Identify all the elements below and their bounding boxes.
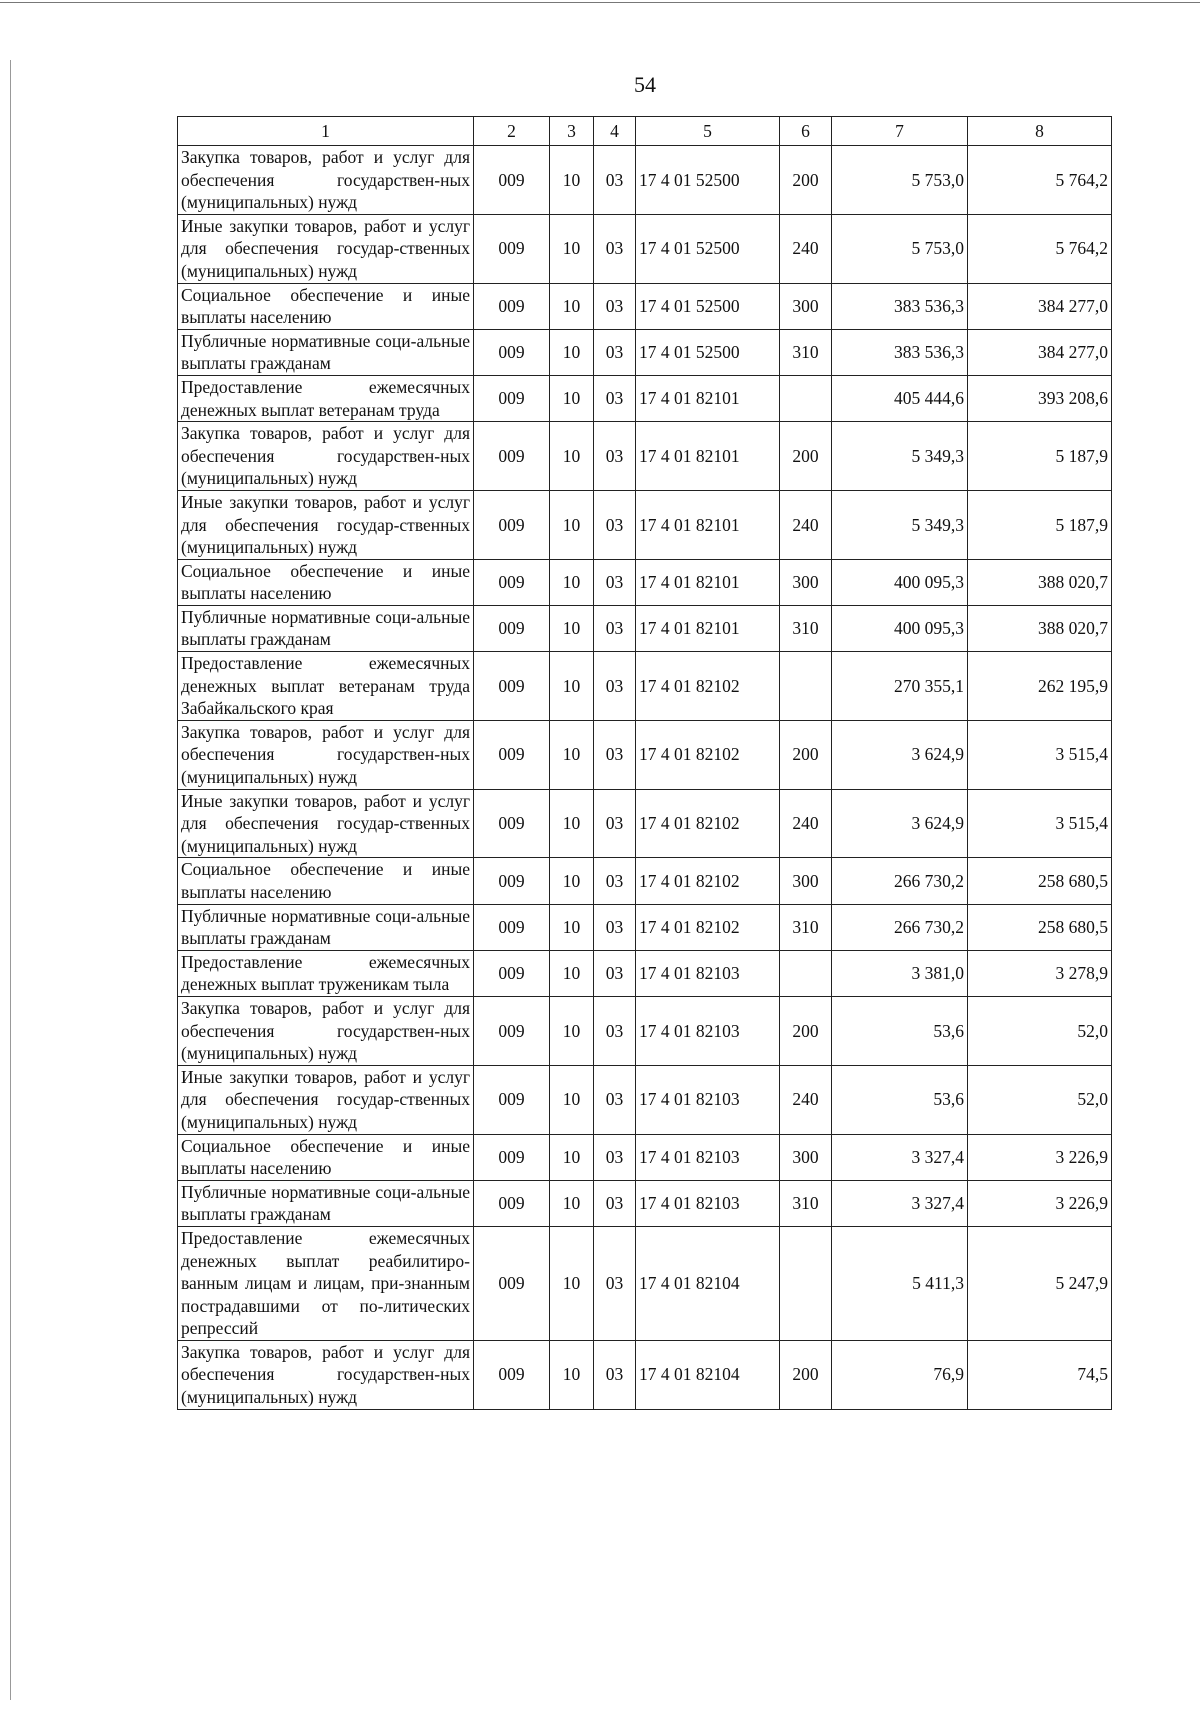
cell-expense-type: 240	[780, 789, 832, 858]
cell-description: Закупка товаров, работ и услуг для обеспечения государствен-ных (муниципальных) нужд	[178, 720, 474, 789]
cell-section-code: 10	[550, 422, 594, 491]
cell-expense-type: 200	[780, 720, 832, 789]
cell-amount-col8: 3 515,4	[968, 720, 1112, 789]
cell-subsection-code: 03	[594, 283, 636, 329]
cell-amount-col7: 383 536,3	[832, 283, 968, 329]
cell-section-code: 10	[550, 1065, 594, 1134]
cell-section-code: 10	[550, 1226, 594, 1340]
cell-target-article: 17 4 01 82101	[636, 605, 780, 651]
cell-target-article: 17 4 01 82101	[636, 422, 780, 491]
cell-section-code: 10	[550, 329, 594, 375]
table-row	[178, 375, 1112, 421]
cell-description: Иные закупки товаров, работ и услуг для обеспечения государ-ственных (муниципальных) нужд	[178, 1065, 474, 1134]
cell-subsection-code: 03	[594, 1226, 636, 1340]
cell-grbs-code: 009	[474, 1340, 550, 1409]
budget-table	[177, 116, 1112, 1410]
table-header-row	[178, 117, 1112, 146]
cell-expense-type: 240	[780, 214, 832, 283]
cell-amount-col8: 5 764,2	[968, 214, 1112, 283]
cell-target-article: 17 4 01 82103	[636, 996, 780, 1065]
cell-amount-col8: 3 226,9	[968, 1180, 1112, 1226]
scan-edge-top	[0, 2, 1200, 3]
cell-amount-col7: 5 411,3	[832, 1226, 968, 1340]
cell-amount-col7: 405 444,6	[832, 375, 968, 421]
cell-subsection-code: 03	[594, 605, 636, 651]
cell-amount-col8: 262 195,9	[968, 652, 1112, 721]
cell-target-article: 17 4 01 82102	[636, 652, 780, 721]
cell-description: Иные закупки товаров, работ и услуг для обеспечения государ-ственных (муниципальных) нужд	[178, 214, 474, 283]
cell-expense-type: 200	[780, 1340, 832, 1409]
cell-expense-type: 300	[780, 1134, 832, 1180]
cell-amount-col7: 53,6	[832, 1065, 968, 1134]
cell-description: Предоставление ежемесячных денежных выплат ветеранам труда Забайкальского края	[178, 652, 474, 721]
cell-amount-col8: 5 764,2	[968, 146, 1112, 215]
cell-subsection-code: 03	[594, 422, 636, 491]
cell-amount-col8: 5 247,9	[968, 1226, 1112, 1340]
cell-amount-col7: 3 327,4	[832, 1134, 968, 1180]
cell-amount-col8: 3 515,4	[968, 789, 1112, 858]
cell-description: Иные закупки товаров, работ и услуг для обеспечения государ-ственных (муниципальных) нужд	[178, 789, 474, 858]
cell-subsection-code: 03	[594, 950, 636, 996]
cell-description: Закупка товаров, работ и услуг для обеспечения государствен-ных (муниципальных) нужд	[178, 422, 474, 491]
cell-grbs-code: 009	[474, 605, 550, 651]
cell-subsection-code: 03	[594, 789, 636, 858]
cell-target-article: 17 4 01 82102	[636, 720, 780, 789]
cell-section-code: 10	[550, 283, 594, 329]
table-row	[178, 1340, 1112, 1409]
cell-section-code: 10	[550, 996, 594, 1065]
cell-section-code: 10	[550, 1180, 594, 1226]
cell-description: Социальное обеспечение и иные выплаты населению	[178, 1134, 474, 1180]
cell-grbs-code: 009	[474, 490, 550, 559]
table-row	[178, 329, 1112, 375]
cell-section-code: 10	[550, 605, 594, 651]
scan-edge-left	[10, 60, 11, 1700]
cell-section-code: 10	[550, 214, 594, 283]
table-row	[178, 720, 1112, 789]
cell-subsection-code: 03	[594, 1340, 636, 1409]
cell-target-article: 17 4 01 82101	[636, 559, 780, 605]
cell-target-article: 17 4 01 82103	[636, 1134, 780, 1180]
cell-amount-col7: 5 753,0	[832, 146, 968, 215]
cell-amount-col7: 5 349,3	[832, 422, 968, 491]
table-row	[178, 652, 1112, 721]
table-row	[178, 996, 1112, 1065]
cell-amount-col7: 266 730,2	[832, 904, 968, 950]
cell-subsection-code: 03	[594, 214, 636, 283]
cell-subsection-code: 03	[594, 146, 636, 215]
cell-target-article: 17 4 01 52500	[636, 283, 780, 329]
cell-amount-col7: 53,6	[832, 996, 968, 1065]
cell-expense-type	[780, 950, 832, 996]
header-cell: 6	[780, 117, 832, 146]
table-row	[178, 1134, 1112, 1180]
cell-grbs-code: 009	[474, 214, 550, 283]
cell-section-code: 10	[550, 789, 594, 858]
cell-grbs-code: 009	[474, 283, 550, 329]
cell-amount-col7: 266 730,2	[832, 858, 968, 904]
cell-target-article: 17 4 01 82104	[636, 1340, 780, 1409]
header-cell: 5	[636, 117, 780, 146]
cell-target-article: 17 4 01 82104	[636, 1226, 780, 1340]
cell-grbs-code: 009	[474, 329, 550, 375]
cell-subsection-code: 03	[594, 858, 636, 904]
cell-target-article: 17 4 01 52500	[636, 329, 780, 375]
table-row	[178, 559, 1112, 605]
cell-description: Предоставление ежемесячных денежных выплат труженикам тыла	[178, 950, 474, 996]
cell-description: Закупка товаров, работ и услуг для обеспечения государствен-ных (муниципальных) нужд	[178, 146, 474, 215]
cell-amount-col8: 3 278,9	[968, 950, 1112, 996]
cell-subsection-code: 03	[594, 720, 636, 789]
cell-subsection-code: 03	[594, 652, 636, 721]
cell-grbs-code: 009	[474, 1226, 550, 1340]
table-body	[178, 146, 1112, 1410]
cell-expense-type: 300	[780, 283, 832, 329]
table-row	[178, 605, 1112, 651]
cell-description: Закупка товаров, работ и услуг для обеспечения государствен-ных (муниципальных) нужд	[178, 996, 474, 1065]
cell-target-article: 17 4 01 82102	[636, 858, 780, 904]
table-row	[178, 950, 1112, 996]
cell-description: Закупка товаров, работ и услуг для обеспечения государствен-ных (муниципальных) нужд	[178, 1340, 474, 1409]
cell-grbs-code: 009	[474, 789, 550, 858]
cell-amount-col7: 3 624,9	[832, 720, 968, 789]
cell-amount-col7: 5 753,0	[832, 214, 968, 283]
header-cell: 7	[832, 117, 968, 146]
table-row	[178, 1180, 1112, 1226]
cell-grbs-code: 009	[474, 559, 550, 605]
cell-description: Социальное обеспечение и иные выплаты населению	[178, 559, 474, 605]
cell-amount-col7: 5 349,3	[832, 490, 968, 559]
cell-expense-type: 300	[780, 858, 832, 904]
cell-expense-type: 310	[780, 329, 832, 375]
cell-section-code: 10	[550, 490, 594, 559]
header-cell: 8	[968, 117, 1112, 146]
cell-description: Предоставление ежемесячных денежных выплат реабилитиро-ванным лицам и лицам, при-знанным пострадавшими от по-литических репрессий	[178, 1226, 474, 1340]
cell-grbs-code: 009	[474, 422, 550, 491]
header-cell: 3	[550, 117, 594, 146]
cell-description: Публичные нормативные соци-альные выплаты гражданам	[178, 605, 474, 651]
header-cell: 4	[594, 117, 636, 146]
cell-expense-type: 200	[780, 146, 832, 215]
header-cell: 2	[474, 117, 550, 146]
cell-amount-col8: 74,5	[968, 1340, 1112, 1409]
cell-amount-col8: 52,0	[968, 1065, 1112, 1134]
cell-grbs-code: 009	[474, 996, 550, 1065]
cell-amount-col8: 393 208,6	[968, 375, 1112, 421]
table-row	[178, 422, 1112, 491]
table-row	[178, 146, 1112, 215]
cell-expense-type: 200	[780, 996, 832, 1065]
cell-amount-col8: 384 277,0	[968, 329, 1112, 375]
cell-grbs-code: 009	[474, 1134, 550, 1180]
cell-amount-col8: 258 680,5	[968, 858, 1112, 904]
cell-amount-col7: 383 536,3	[832, 329, 968, 375]
cell-amount-col8: 5 187,9	[968, 490, 1112, 559]
cell-amount-col7: 3 624,9	[832, 789, 968, 858]
cell-description: Публичные нормативные соци-альные выплаты гражданам	[178, 904, 474, 950]
cell-subsection-code: 03	[594, 490, 636, 559]
cell-section-code: 10	[550, 720, 594, 789]
cell-expense-type: 200	[780, 422, 832, 491]
cell-target-article: 17 4 01 52500	[636, 214, 780, 283]
cell-grbs-code: 009	[474, 950, 550, 996]
page-number: 54	[634, 72, 656, 97]
cell-amount-col7: 3 327,4	[832, 1180, 968, 1226]
header-cell: 1	[178, 117, 474, 146]
cell-grbs-code: 009	[474, 375, 550, 421]
cell-amount-col8: 388 020,7	[968, 559, 1112, 605]
cell-grbs-code: 009	[474, 1180, 550, 1226]
cell-expense-type: 300	[780, 559, 832, 605]
cell-section-code: 10	[550, 904, 594, 950]
cell-amount-col8: 3 226,9	[968, 1134, 1112, 1180]
cell-amount-col8: 52,0	[968, 996, 1112, 1065]
cell-amount-col7: 3 381,0	[832, 950, 968, 996]
cell-grbs-code: 009	[474, 652, 550, 721]
cell-expense-type: 310	[780, 904, 832, 950]
cell-description: Социальное обеспечение и иные выплаты населению	[178, 283, 474, 329]
cell-expense-type: 310	[780, 605, 832, 651]
cell-section-code: 10	[550, 375, 594, 421]
cell-amount-col8: 258 680,5	[968, 904, 1112, 950]
table-row	[178, 1065, 1112, 1134]
cell-grbs-code: 009	[474, 146, 550, 215]
cell-description: Публичные нормативные соци-альные выплаты гражданам	[178, 1180, 474, 1226]
cell-subsection-code: 03	[594, 1134, 636, 1180]
cell-target-article: 17 4 01 82103	[636, 1180, 780, 1226]
cell-section-code: 10	[550, 1340, 594, 1409]
cell-expense-type	[780, 652, 832, 721]
table-row	[178, 904, 1112, 950]
cell-target-article: 17 4 01 82101	[636, 490, 780, 559]
cell-amount-col8: 384 277,0	[968, 283, 1112, 329]
cell-target-article: 17 4 01 82103	[636, 950, 780, 996]
cell-subsection-code: 03	[594, 329, 636, 375]
cell-section-code: 10	[550, 559, 594, 605]
cell-subsection-code: 03	[594, 1180, 636, 1226]
cell-target-article: 17 4 01 82102	[636, 789, 780, 858]
cell-section-code: 10	[550, 858, 594, 904]
cell-subsection-code: 03	[594, 559, 636, 605]
cell-grbs-code: 009	[474, 1065, 550, 1134]
cell-grbs-code: 009	[474, 720, 550, 789]
cell-section-code: 10	[550, 146, 594, 215]
cell-amount-col7: 400 095,3	[832, 559, 968, 605]
cell-expense-type: 240	[780, 490, 832, 559]
table-row	[178, 214, 1112, 283]
cell-subsection-code: 03	[594, 1065, 636, 1134]
cell-section-code: 10	[550, 652, 594, 721]
cell-amount-col8: 388 020,7	[968, 605, 1112, 651]
cell-subsection-code: 03	[594, 996, 636, 1065]
table-row	[178, 490, 1112, 559]
cell-amount-col7: 400 095,3	[832, 605, 968, 651]
cell-expense-type	[780, 1226, 832, 1340]
cell-description: Предоставление ежемесячных денежных выплат ветеранам труда	[178, 375, 474, 421]
cell-subsection-code: 03	[594, 375, 636, 421]
cell-amount-col7: 270 355,1	[832, 652, 968, 721]
cell-target-article: 17 4 01 82102	[636, 904, 780, 950]
table-row	[178, 789, 1112, 858]
cell-description: Публичные нормативные соци-альные выплаты гражданам	[178, 329, 474, 375]
cell-section-code: 10	[550, 1134, 594, 1180]
cell-expense-type: 240	[780, 1065, 832, 1134]
cell-grbs-code: 009	[474, 858, 550, 904]
cell-target-article: 17 4 01 82101	[636, 375, 780, 421]
cell-description: Социальное обеспечение и иные выплаты населению	[178, 858, 474, 904]
table-row	[178, 1226, 1112, 1340]
cell-expense-type: 310	[780, 1180, 832, 1226]
cell-description: Иные закупки товаров, работ и услуг для обеспечения государ-ственных (муниципальных) нужд	[178, 490, 474, 559]
cell-subsection-code: 03	[594, 904, 636, 950]
cell-expense-type	[780, 375, 832, 421]
cell-target-article: 17 4 01 82103	[636, 1065, 780, 1134]
cell-amount-col7: 76,9	[832, 1340, 968, 1409]
table-row	[178, 283, 1112, 329]
table-row	[178, 858, 1112, 904]
cell-section-code: 10	[550, 950, 594, 996]
cell-target-article: 17 4 01 52500	[636, 146, 780, 215]
cell-grbs-code: 009	[474, 904, 550, 950]
cell-amount-col8: 5 187,9	[968, 422, 1112, 491]
